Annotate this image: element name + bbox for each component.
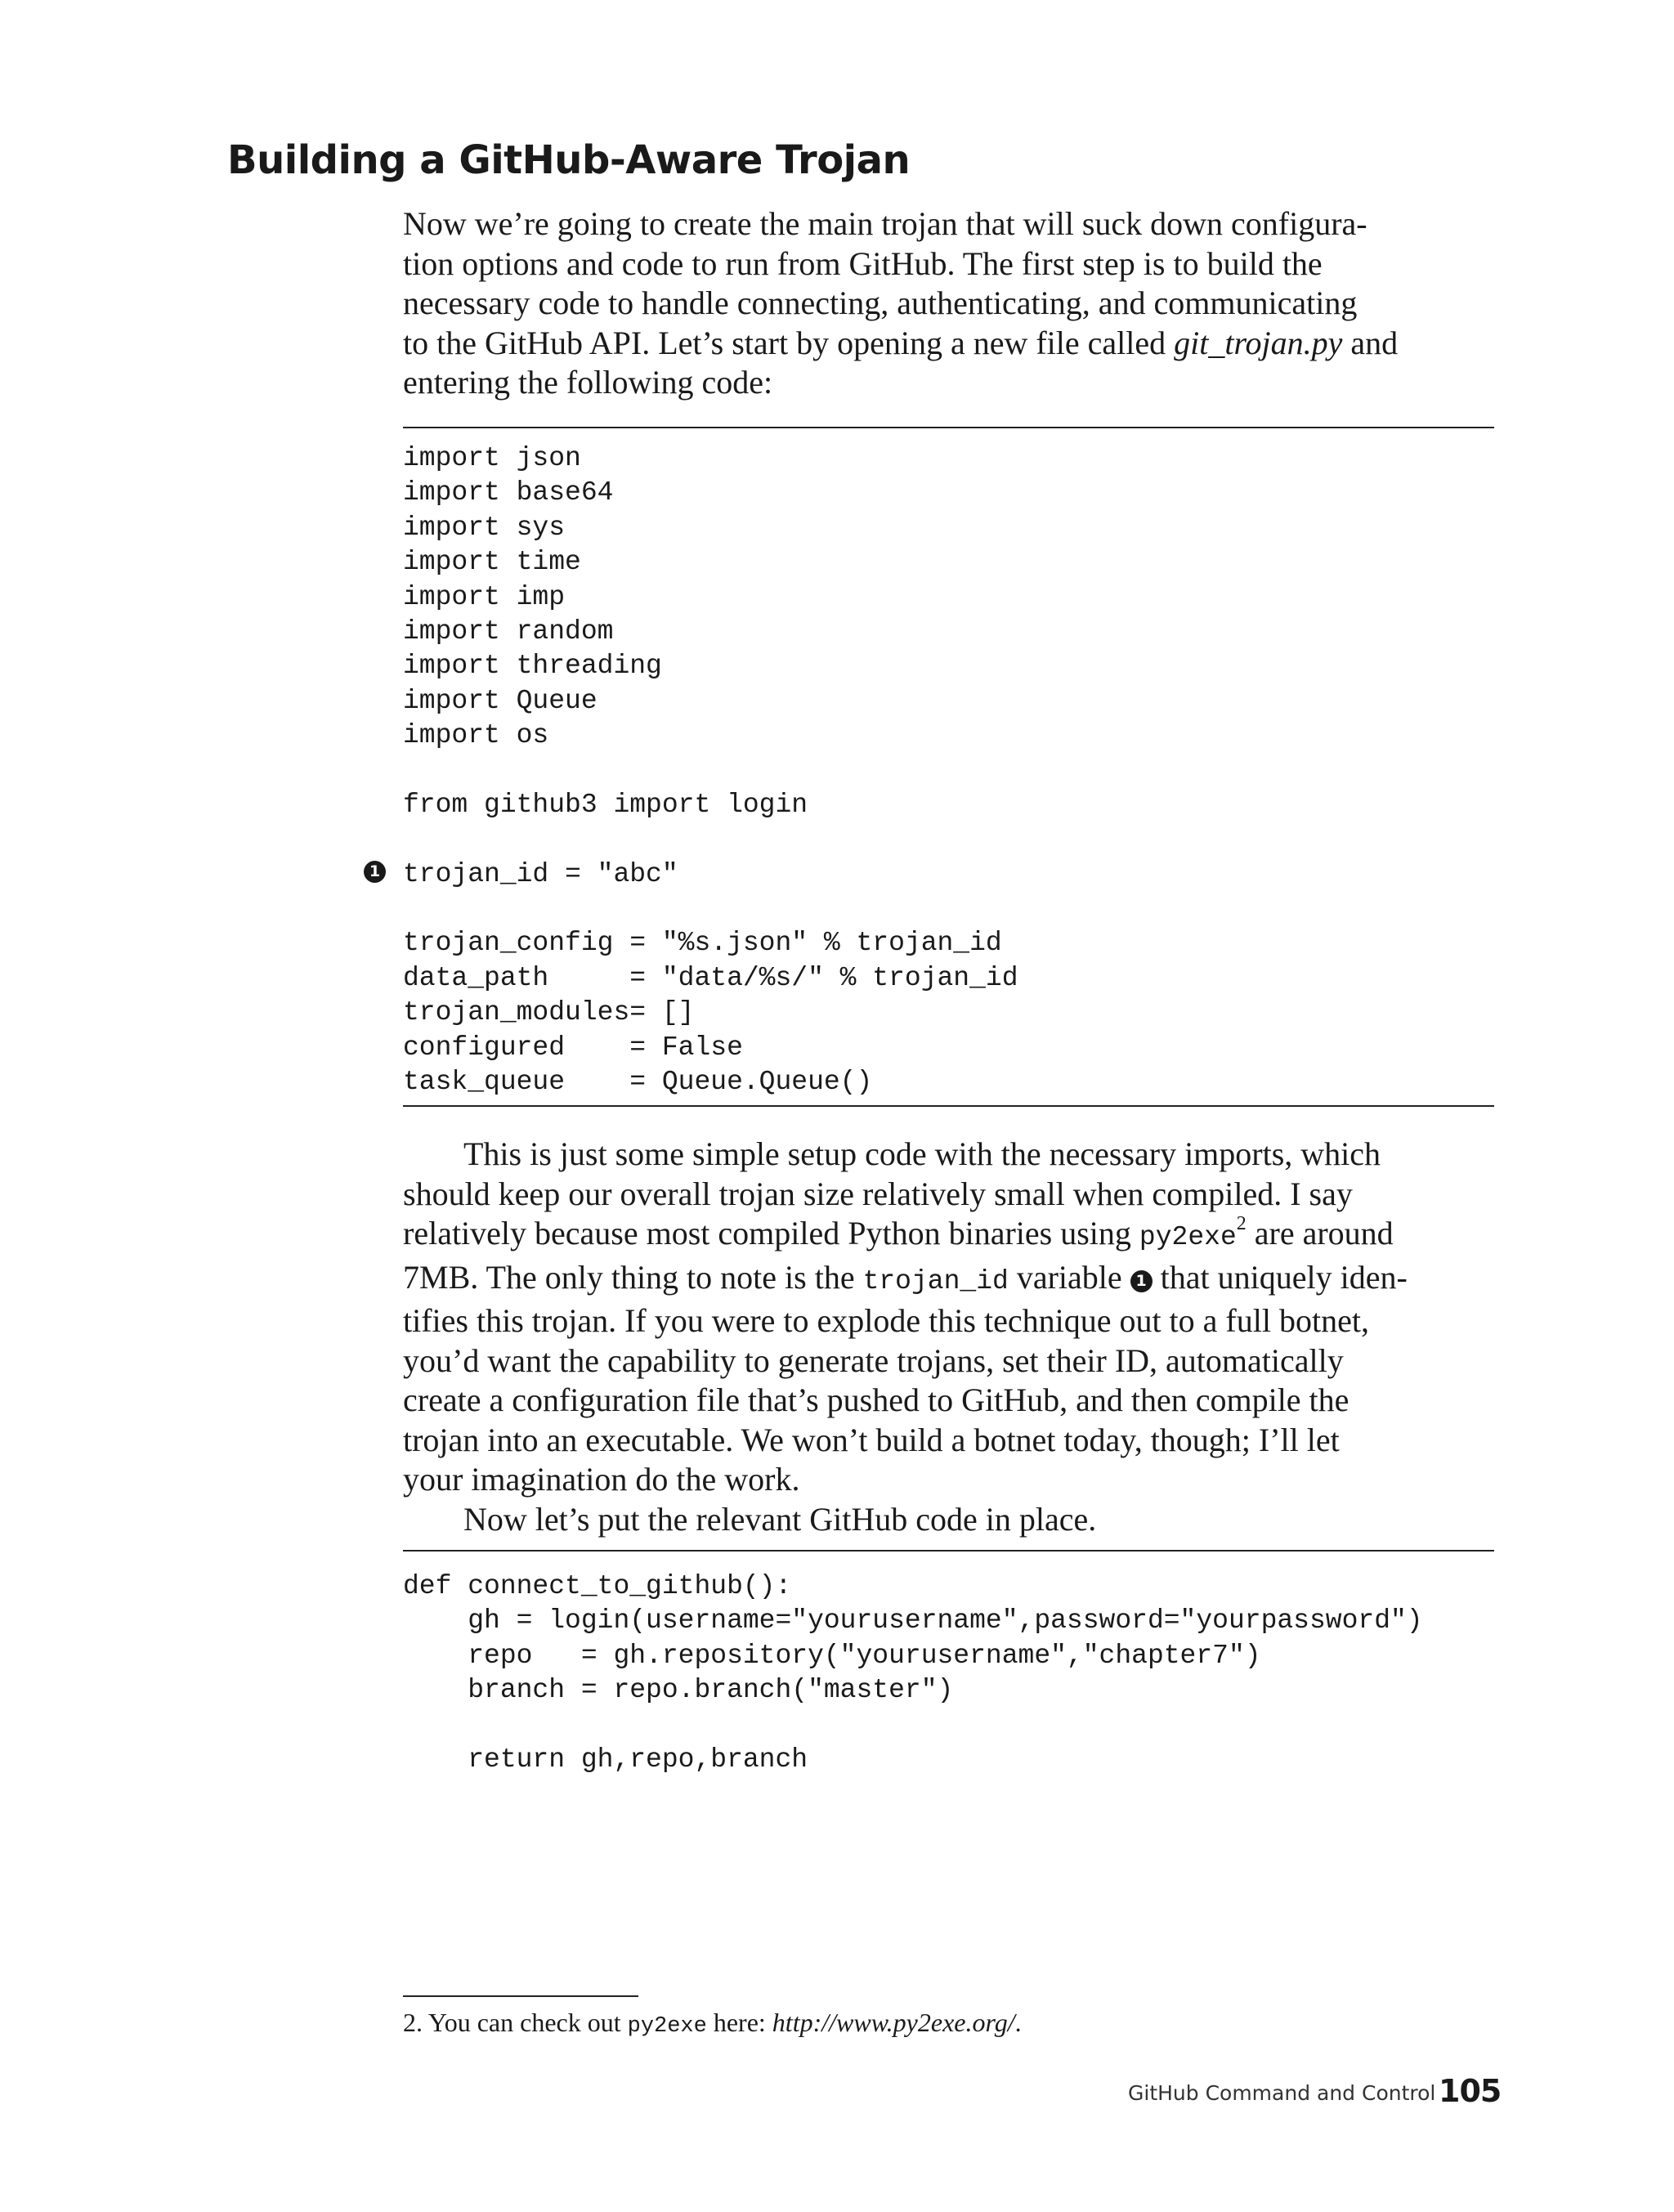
page-number: 105 [1439, 2073, 1502, 2109]
code-bottom-rule [403, 1105, 1494, 1107]
code-line: import Queue [403, 685, 598, 716]
callout-1-icon: 1 [1130, 1270, 1153, 1292]
text-line: This is just some simple setup code with the necessary imports, which [463, 1135, 1381, 1172]
explanation-paragraph [403, 1135, 1494, 1539]
code-line: import time [403, 547, 581, 578]
code-line: import imp [403, 581, 566, 612]
text-line: should keep our overall trojan size relatively small when compiled. I say [403, 1175, 1353, 1212]
text-line: your imagination do the work. [403, 1461, 800, 1498]
code-line: def connect_to_github(): [403, 1571, 792, 1601]
text-line: trojan into an executable. We won’t build a botnet today, though; I’ll let [403, 1421, 1340, 1458]
text-line: create a configuration file that’s pushed to GitHub, and then compile the [403, 1381, 1349, 1418]
code-line: import sys [403, 512, 566, 543]
running-footer-title: GitHub Command and Control [1128, 2081, 1436, 2105]
filename: git_trojan.py [1174, 324, 1343, 361]
footnote [403, 2006, 1022, 2043]
code-line: import base64 [403, 477, 614, 508]
footnote-rule [403, 1995, 638, 1997]
code-line [403, 1708, 1494, 1743]
text-line: entering the following code: [403, 364, 773, 401]
code-line [403, 822, 1494, 857]
code-line: trojan_modules= [] [403, 997, 695, 1028]
code-top-rule [403, 1550, 1494, 1552]
text-segment: that uniquely iden- [1152, 1258, 1408, 1296]
text-line: Now we’re going to create the main trojan that will suck down configura- [403, 205, 1367, 242]
code-line: import json [403, 443, 581, 473]
text-segment: here: [706, 2008, 772, 2037]
text-line: you’d want the capability to generate trojans, set their ID, automatically [403, 1341, 1344, 1379]
code-line: task_queue = Queue.Queue() [403, 1067, 873, 1098]
section-heading: Building a GitHub-Aware Trojan [227, 137, 911, 183]
intro-paragraph [403, 204, 1494, 403]
text-segment: are around [1246, 1215, 1394, 1252]
text-segment: relatively because most compiled Python binaries using [403, 1215, 1139, 1252]
code-line: gh = login(username="yourusername",password="yourpassword") [403, 1605, 1423, 1637]
text-segment: and [1342, 324, 1399, 361]
code-line: trojan_id = "abc" [403, 858, 678, 889]
code-line [403, 892, 1494, 926]
code-line: repo = gh.repository("yourusername","chapter7") [403, 1640, 1261, 1671]
text-segment: variable [1008, 1258, 1130, 1296]
inline-code: py2exe [1139, 1222, 1237, 1252]
inline-code: trojan_id [862, 1265, 1009, 1296]
text-line [403, 1258, 1494, 1302]
code-line [403, 754, 1494, 788]
code-line: branch = repo.branch("master") [403, 1675, 954, 1706]
footnote-ref: 2 [1236, 1213, 1247, 1234]
code-line: data_path = "data/%s/" % trojan_id [403, 962, 1018, 993]
footnote-link[interactable]: http://www.py2exe.org/ [772, 2008, 1015, 2037]
text-line [403, 1214, 1494, 1258]
text-line [403, 324, 1494, 364]
text-segment: to the GitHub API. Let’s start by opening a new file called [403, 324, 1175, 361]
code-line: configured = False [403, 1032, 743, 1063]
text-line: necessary code to handle connecting, authenticating, and communicating [403, 284, 1358, 321]
code-line: import os [403, 720, 549, 751]
code-line: trojan_config = "%s.json" % trojan_id [403, 928, 1002, 959]
code-line: import threading [403, 651, 662, 682]
text-segment: 7MB. The only thing to note is the [403, 1258, 863, 1296]
text-line: Now let’s put the relevant GitHub code in place. [463, 1500, 1097, 1538]
text-line: tion options and code to run from GitHub. The first step is to build the [403, 244, 1323, 282]
text-segment: . [1014, 2008, 1022, 2037]
code-top-rule [403, 427, 1494, 428]
code-block-imports [403, 441, 1494, 1099]
inline-code: py2exe [627, 2014, 707, 2039]
code-line: return gh,repo,branch [403, 1744, 808, 1775]
code-line: from github3 import login [403, 789, 808, 820]
code-block-connect [403, 1569, 1494, 1777]
callout-1-icon: 1 [364, 861, 386, 883]
code-line: import random [403, 616, 614, 647]
text-line: tifies this trojan. If you were to explode this technique out to a full botnet, [403, 1302, 1369, 1339]
text-segment: 2. You can check out [403, 2008, 628, 2037]
